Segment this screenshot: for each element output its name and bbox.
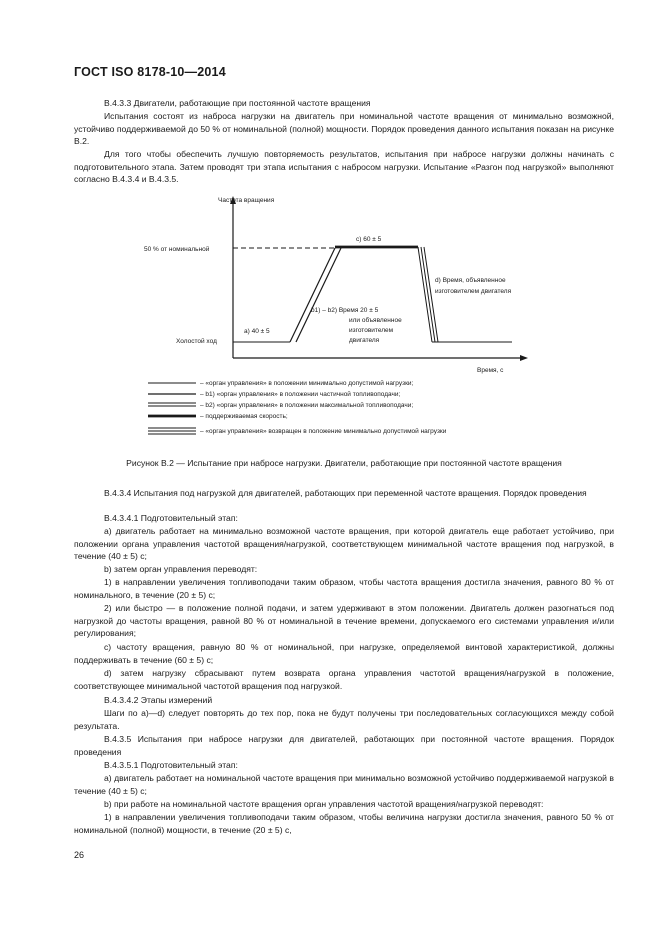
subsection-heading: В.4.3.4.2 Этапы измерений: [104, 695, 213, 705]
stage-b-label: b1) – b2) Время 20 ± 5: [311, 307, 379, 314]
stage-b-label-line3: изготовителем: [349, 327, 394, 334]
list-item: а) двигатель работает на номинальной частоте вращения при минимально возможной устойчиво поддерживаемой нагрузкой в течение (40 ± 5) с;: [74, 773, 614, 796]
x-axis-arrow: [520, 355, 528, 361]
y-axis-label: Частота вращения: [218, 197, 275, 204]
ramp-line-partial: [290, 248, 335, 342]
list-item: 1) в направлении увеличения топливоподачи таким образом, чтобы величина нагрузки достигла значения, равного 50 % от номинальной (полной) мощности, в течение (20 ± 5) с,: [74, 812, 614, 835]
stage-c-label: c) 60 ± 5: [356, 236, 382, 243]
list-item: b) при работе на номинальной частоте вращения орган управления частотой вращения/нагрузкой переводят:: [104, 799, 544, 809]
ramp-line-full: [296, 248, 341, 342]
paragraph: Шаги по а)—d) следует повторять до тех пор, пока не будут получены три последовательных согласующихся между собой результата.: [74, 708, 614, 731]
stage-d-label-line1: d) Время, объявленное: [435, 277, 506, 284]
subsection-heading: В.4.3.5.1 Подготовительный этап:: [104, 760, 238, 770]
list-item: b) затем орган управления переводят:: [104, 564, 258, 574]
legend-item-1: – «орган управления» в положении минимально допустимой нагрузки;: [200, 380, 414, 387]
drop-line: [418, 247, 432, 342]
list-item: а) двигатель работает на минимально возможной частоте вращения, при которой двигатель еще работает устойчиво, при положении органа управления частотой вращения/нагрузкой, соответствующем минимальной частоте вращения под нагрузкой, в течение (40 ± 5) с;: [74, 526, 614, 562]
stage-b-label-line4: двигателя: [349, 337, 380, 344]
legend-item-4: – поддерживаемая скорость;: [200, 413, 288, 420]
paragraph: Испытания состоят из наброса нагрузки на двигатель при номинальной частоте вращения от минимально возможной, устойчиво поддерживаемой до 50 % от номинальной (полной) мощности. Порядок проведения данного испытания показан на рисунке В.2.: [74, 111, 614, 147]
stage-b-label-line2: или объявленное: [349, 317, 402, 324]
page-number: 26: [74, 850, 85, 860]
load-test-diagram: [0, 190, 661, 450]
stage-a-label: a) 40 ± 5: [244, 328, 270, 335]
x-axis-label: Время, с: [477, 367, 504, 374]
list-item: 1) в направлении увеличения топливоподачи таким образом, чтобы частота вращения достигла значения, равного 80 % от номинального, в течение (20 ± 5) с;: [74, 577, 614, 600]
legend-item-2: – b1) «орган управления» в положении частичной топливоподачи;: [200, 391, 401, 398]
section-heading-b435: В.4.3.5 Испытания при набросе нагрузки для двигателей, работающих при постоянной частоте вращения. Порядок проведения: [74, 734, 614, 757]
legend-item-3: – b2) «орган управления» в положении максимальной топливоподачи;: [200, 402, 414, 409]
subsection-heading: В.4.3.4.1 Подготовительный этап:: [104, 513, 238, 523]
paragraph: Для того чтобы обеспечить лучшую повторяемость результатов, испытания при набросе нагрузки должны начинать с подготовительного этапа. Затем проводят три этапа испытания с набросом нагрузки. Испытание «Разгон под нагрузкой» выполняют согласно В.4.3.4 и В.4.3.5.: [74, 149, 614, 185]
list-item: c) частоту вращения, равную 80 % от номинальной, при нагрузке, определяемой винтовой характеристикой, должны поддерживать в течение (60 ± 5) с;: [74, 642, 614, 665]
list-item: 2) или быстро — в положение полной подачи, и затем удерживают в этом положении. Двигатель должен разогнаться под нагрузкой до частоты вращения, равной 80 % от номинальной в течение времени, допускаемого его системами управления и/или регулирования;: [74, 603, 614, 639]
list-item: d) затем нагрузку сбрасывают путем возврата органа управления частотой вращения/нагрузкой в положение, соответствующее минимальной частотой вращения под нагрузкой.: [74, 668, 614, 691]
legend-item-5: – «орган управления» возвращен в положение минимально допустимой нагрузки: [200, 428, 447, 435]
section-heading-b434: В.4.3.4 Испытания под нагрузкой для двигателей, работающих при переменной частоте вращения. Порядок проведения: [104, 488, 587, 498]
drop-line: [421, 247, 435, 342]
level-50-label: 50 % от номинальной: [144, 246, 210, 253]
section-heading-b433: В.4.3.3 Двигатели, работающие при постоянной частоте вращения: [104, 98, 371, 108]
figure-caption: Рисунок В.2 — Испытание при набросе нагрузки. Двигатели, работающие при постоянной частоте вращения: [126, 458, 562, 468]
document-header: ГОСТ ISO 8178-10—2014: [74, 65, 226, 79]
stage-d-label-line2: изготовителем двигателя: [435, 288, 512, 295]
idle-label: Холостой ход: [176, 338, 217, 345]
